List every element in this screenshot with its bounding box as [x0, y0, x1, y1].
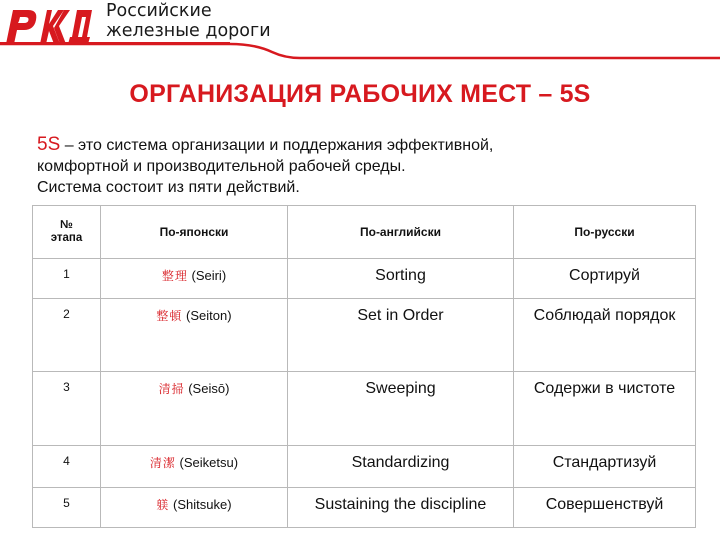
- step-kanji: 清掃: [158, 382, 185, 396]
- step-japanese: [101, 259, 288, 299]
- header-japanese: По-японски: [101, 206, 288, 259]
- header-russian: По-русски: [514, 206, 696, 259]
- intro-line3: Система состоит из пяти действий.: [37, 179, 300, 196]
- step-romaji: (Shitsuke): [173, 497, 232, 512]
- table-row: [33, 372, 696, 446]
- step-english: Sorting: [288, 259, 514, 299]
- step-romaji: (Seiri): [191, 268, 227, 283]
- step-japanese: [101, 446, 288, 488]
- step-romaji: (Seiketsu): [179, 455, 239, 470]
- step-japanese: [101, 372, 288, 446]
- table-header-row: [33, 206, 696, 259]
- step-russian: Содержи в чистоте: [514, 372, 696, 446]
- header-english: По-английски: [288, 206, 514, 259]
- company-name-line2: железные дороги: [106, 21, 271, 41]
- step-english: Set in Order: [288, 299, 514, 372]
- step-russian: Сортируй: [514, 259, 696, 299]
- table-row: [33, 488, 696, 528]
- step-number: 2: [33, 299, 101, 372]
- step-romaji: (Seiton): [186, 308, 232, 323]
- intro-highlight: 5S: [37, 134, 61, 155]
- step-number: 5: [33, 488, 101, 528]
- table-row: [33, 259, 696, 299]
- step-romaji: (Seisō): [188, 381, 230, 396]
- intro-line2: комфортной и производительной рабочей среды.: [37, 158, 406, 175]
- step-kanji: 清潔: [149, 456, 176, 470]
- step-english: Standardizing: [288, 446, 514, 488]
- header-num-symbol: №: [60, 219, 73, 231]
- step-number: 1: [33, 259, 101, 299]
- step-kanji: 躾: [156, 498, 170, 512]
- header-num-label: этапа: [50, 232, 83, 244]
- page-title: ОРГАНИЗАЦИЯ РАБОЧИХ МЕСТ – 5S: [129, 80, 591, 108]
- step-kanji: 整理: [161, 269, 188, 283]
- step-japanese: [101, 488, 288, 528]
- step-number: 4: [33, 446, 101, 488]
- step-kanji: 整頓: [156, 309, 183, 323]
- step-number: 3: [33, 372, 101, 446]
- step-english: Sustaining the discipline: [288, 488, 514, 528]
- rzd-logo-icon: [4, 4, 94, 48]
- intro-line1-text: – это система организации и поддержания эффективной,: [60, 137, 494, 154]
- step-english: Sweeping: [288, 372, 514, 446]
- step-russian: Совершенствуй: [514, 488, 696, 528]
- header: [0, 0, 720, 60]
- step-russian: Стандартизуй: [514, 446, 696, 488]
- step-japanese: [101, 299, 288, 372]
- steps-table: [32, 205, 696, 528]
- intro-text: [37, 134, 697, 198]
- table-row: [33, 299, 696, 372]
- step-russian: Соблюдай порядок: [514, 299, 696, 372]
- company-name: [106, 1, 271, 41]
- header-step-number: [33, 206, 101, 259]
- company-name-line1: Российские: [106, 1, 212, 21]
- table-row: [33, 446, 696, 488]
- intro-line1: [37, 134, 697, 156]
